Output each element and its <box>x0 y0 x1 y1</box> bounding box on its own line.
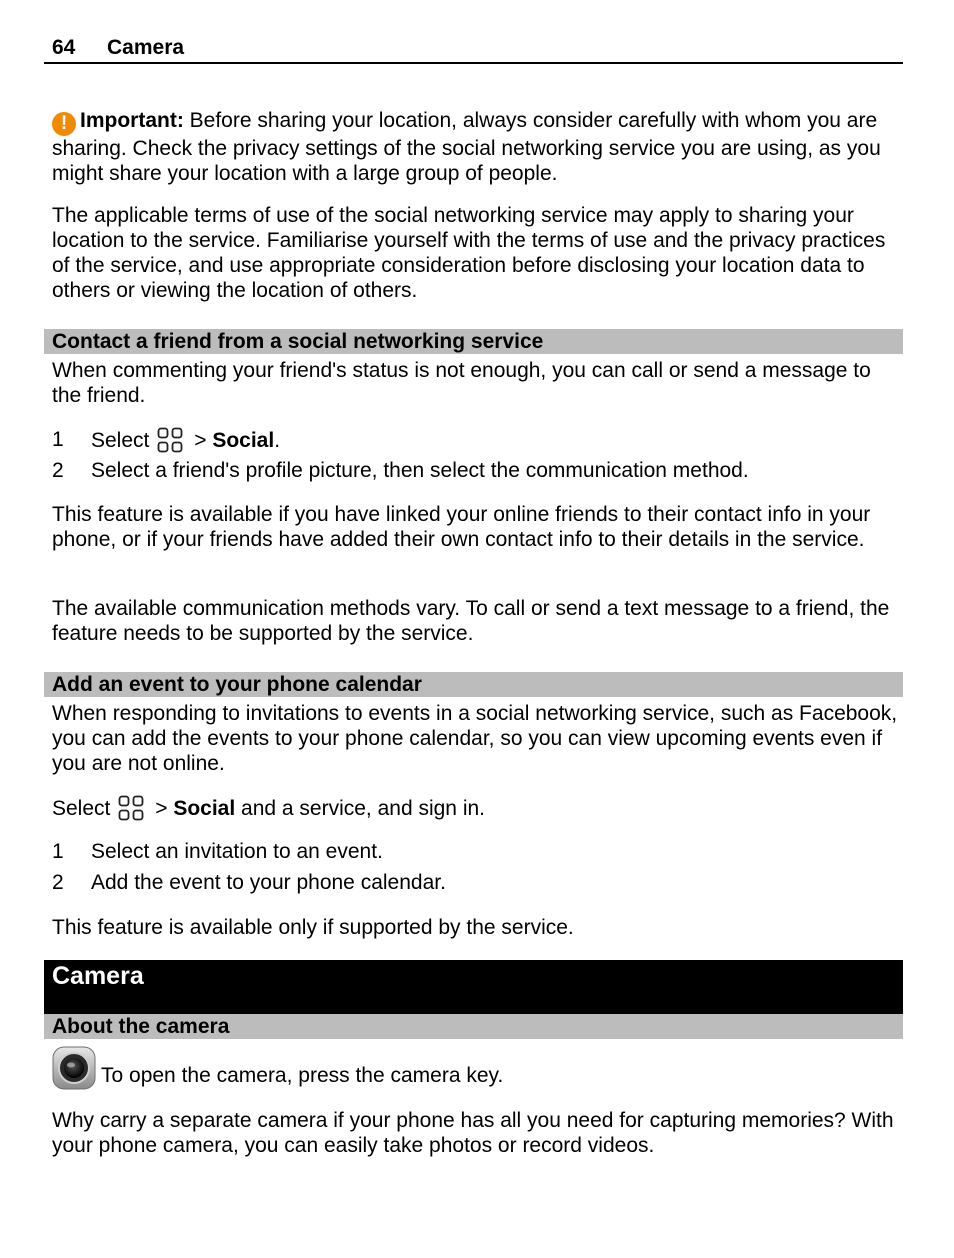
section-heading-about-camera-text: About the camera <box>52 1015 230 1038</box>
section-heading-about-camera <box>44 1014 903 1039</box>
important-text: Before sharing your location, always consider carefully with whom you are sharing. Check the privacy settings of the social networking service you are using, as you might share your location with a large group of people. <box>52 109 881 185</box>
camera-open-text: To open the camera, press the camera key. <box>101 1064 504 1087</box>
camera-icon <box>52 1046 96 1090</box>
warning-icon: ! <box>52 112 76 136</box>
terms-paragraph: The applicable terms of use of the social networking service may apply to sharing your location to the service. Familiarise yourself with the terms of use and the privacy practices of the service, and use appropriate consideration before disclosing your location data to others or viewing the location of others. <box>52 204 886 302</box>
camera-paragraph: Why carry a separate camera if your phone has all you need for capturing memories? With your phone camera, you can easily take photos or record videos. <box>52 1109 894 1157</box>
section-heading-calendar-text: Add an event to your phone calendar <box>52 673 422 696</box>
contact-intro: When commenting your friend's status is not enough, you can call or send a message to the friend. <box>52 359 871 407</box>
important-label: Important: <box>80 109 184 132</box>
step-suffix: . <box>274 429 281 452</box>
select-separator: > <box>149 797 174 820</box>
step-number: 1 <box>52 428 64 451</box>
running-header <box>44 36 903 64</box>
select-prefix: Select <box>52 797 111 820</box>
step-text: Select an invitation to an event. <box>91 840 383 863</box>
contact-paragraph-2: The available communication methods vary. To call or send a text message to a friend, the feature needs to be supported by the service. <box>52 597 890 645</box>
section-heading-contact <box>44 329 903 354</box>
menu-grid-icon <box>157 427 183 453</box>
step-separator: > <box>188 429 213 452</box>
section-heading-contact-text: Contact a friend from a social networking service <box>52 330 544 353</box>
step-text <box>91 427 280 453</box>
step-prefix: Select <box>91 429 150 452</box>
social-app-name: Social <box>212 429 275 452</box>
page-number: 64 <box>52 36 76 59</box>
important-notice <box>52 108 902 186</box>
contact-paragraph-1: This feature is available if you have linked your online friends to their contact info in your phone, or if your friends have added their own contact info to their details in the service. <box>52 503 871 551</box>
step-number: 2 <box>52 871 64 894</box>
calendar-intro: When responding to invitations to events in a social networking service, such as Facebook, you can add the events to your phone calendar, so you can view upcoming events even if you are not online. <box>52 702 898 775</box>
menu-grid-icon <box>118 795 144 821</box>
chapter-title: Camera <box>52 962 144 990</box>
calendar-note: This feature is available only if supported by the service. <box>52 916 574 939</box>
select-text <box>52 795 485 821</box>
running-chapter-title: Camera <box>107 36 185 59</box>
step-text: Select a friend's profile picture, then select the communication method. <box>91 459 749 482</box>
section-heading-calendar <box>44 672 903 697</box>
step-number: 2 <box>52 459 64 482</box>
step-number: 1 <box>52 840 64 863</box>
step-text: Add the event to your phone calendar. <box>91 871 446 894</box>
select-suffix: and a service, and sign in. <box>235 797 486 820</box>
social-app-name: Social <box>173 797 236 820</box>
chapter-heading-camera <box>44 960 903 1014</box>
